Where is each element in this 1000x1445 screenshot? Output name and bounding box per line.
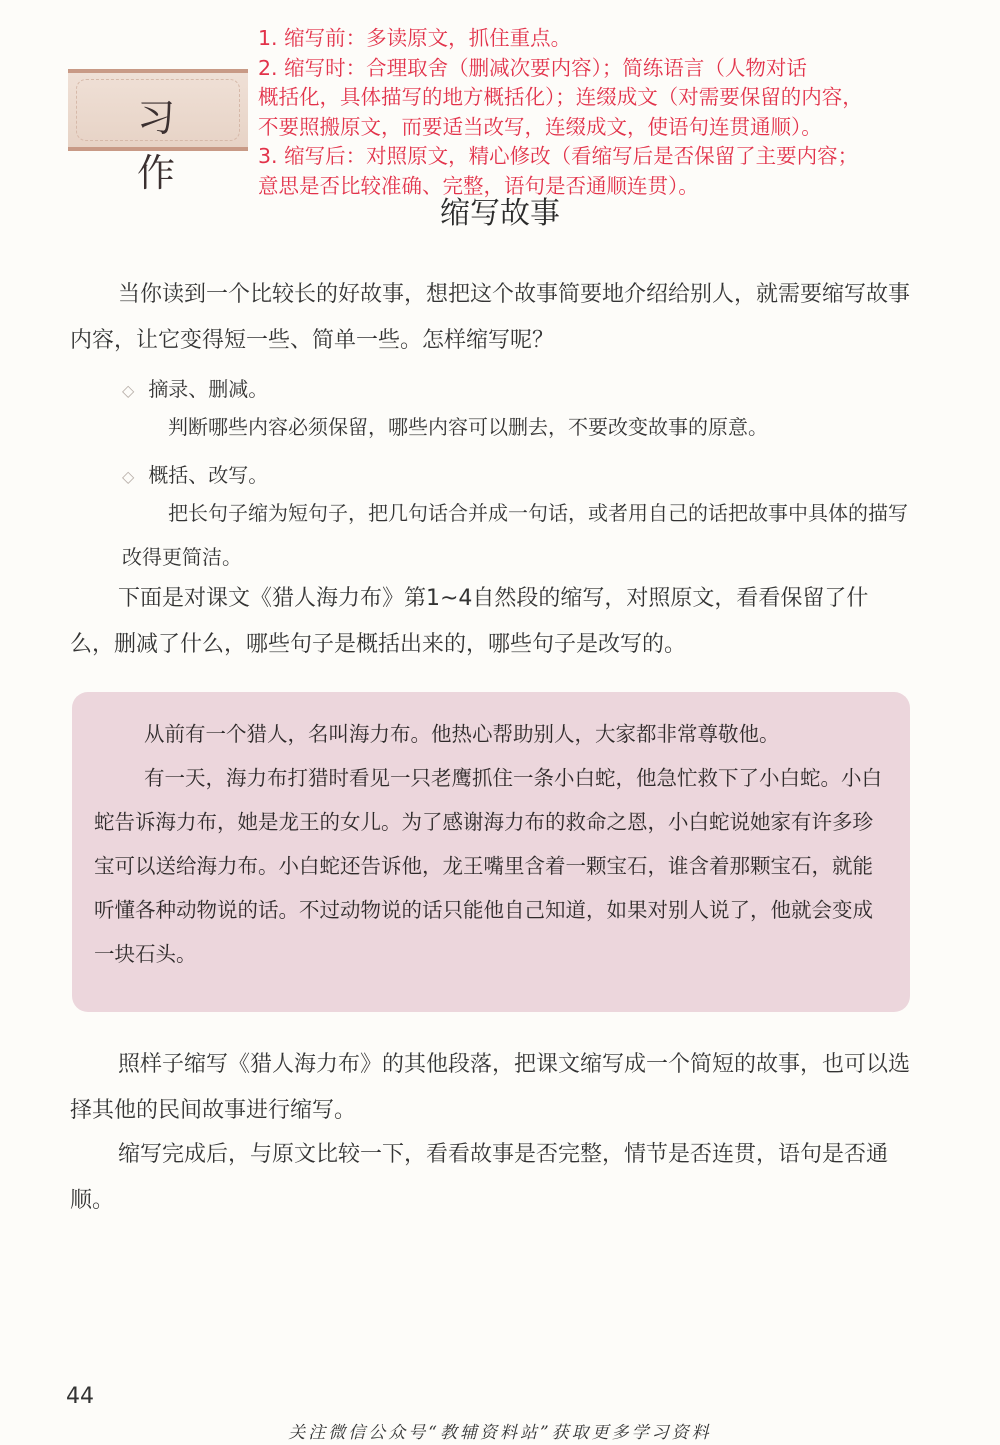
method-2-detail: 把长句子缩为短句子，把几句话合并成一句话，或者用自己的话把故事中具体的描写改得更简洁。 bbox=[122, 501, 908, 569]
page-title: 缩写故事 bbox=[440, 196, 560, 231]
method-2-label: 概括、改写。 bbox=[148, 463, 269, 487]
diamond-icon: ◇ bbox=[122, 381, 135, 400]
page-number: 44 bbox=[66, 1384, 94, 1409]
example-box bbox=[72, 692, 910, 1012]
example-paragraph-1: 从前有一个猎人，名叫海力布。他热心帮助别人，大家都非常尊敬他。 bbox=[144, 722, 780, 746]
annotation-line: 概括化，具体描写的地方概括化）；连缀成文（对需要保留的内容， bbox=[258, 85, 863, 109]
annotation-line: 3. 缩写后：对照原文，精心修改（看缩写后是否保留了主要内容； bbox=[258, 144, 859, 168]
handwritten-annotations bbox=[258, 24, 988, 201]
annotation-line: 1. 缩写前：多读原文，抓住重点。 bbox=[258, 26, 572, 50]
method-1-label: 摘录、删减。 bbox=[148, 377, 269, 401]
method-2-heading bbox=[122, 459, 268, 488]
task-paragraph-1: 照样子缩写《猎人海力布》的其他段落，把课文缩写成一个简短的故事，也可以选择其他的民间故事进行缩写。 bbox=[70, 1052, 911, 1123]
method-1-heading bbox=[122, 373, 268, 402]
method-1-detail: 判断哪些内容必须保留，哪些内容可以删去，不要改变故事的原意。 bbox=[168, 415, 768, 439]
annotation-line: 2. 缩写时：合理取舍（删减次要内容）；简练语言（人物对话 bbox=[258, 55, 807, 80]
annotation-line: 不要照搬原文，而要适当改写，连缀成文，使语句连贯通顺）。 bbox=[258, 114, 822, 139]
section-badge bbox=[68, 69, 248, 195]
example-paragraph-2: 有一天，海力布打猎时看见一只老鹰抓住一条小白蛇，他急忙救下了小白蛇。小白蛇告诉海力布，她是龙王的女儿。为了感谢海力布的救命之恩，小白蛇说她家有许多珍宝可以送给海力布。小白蛇还告诉他，龙王嘴里含着一颗宝石，谁含着那颗宝石，就能听懂各种动物说的话。不过动物说的话只能他自己知道，如果对别人说了，他就会变成一块石头。 bbox=[94, 766, 882, 966]
example-intro-paragraph: 下面是对课文《猎人海力布》第1~4自然段的缩写，对照原文，看看保留了什么，删减了什么，哪些句子是概括出来的，哪些句子是改写的。 bbox=[70, 586, 869, 657]
annotation-line: 意思是否比较准确、完整，语句是否通顺连贯）。 bbox=[258, 173, 699, 198]
diamond-icon: ◇ bbox=[122, 467, 135, 486]
task-paragraph-2: 缩写完成后，与原文比较一下，看看故事是否完整，情节是否连贯，语句是否通顺。 bbox=[70, 1142, 889, 1213]
intro-paragraph: 当你读到一个比较长的好故事，想把这个故事简要地介绍给别人，就需要缩写故事内容，让它变得短一些、简单一些。怎样缩写呢？ bbox=[70, 282, 911, 353]
footer-note: 关注微信公众号“教辅资料站”获取更多学习资料 bbox=[288, 1423, 712, 1443]
section-label: 习 作 bbox=[136, 96, 209, 195]
